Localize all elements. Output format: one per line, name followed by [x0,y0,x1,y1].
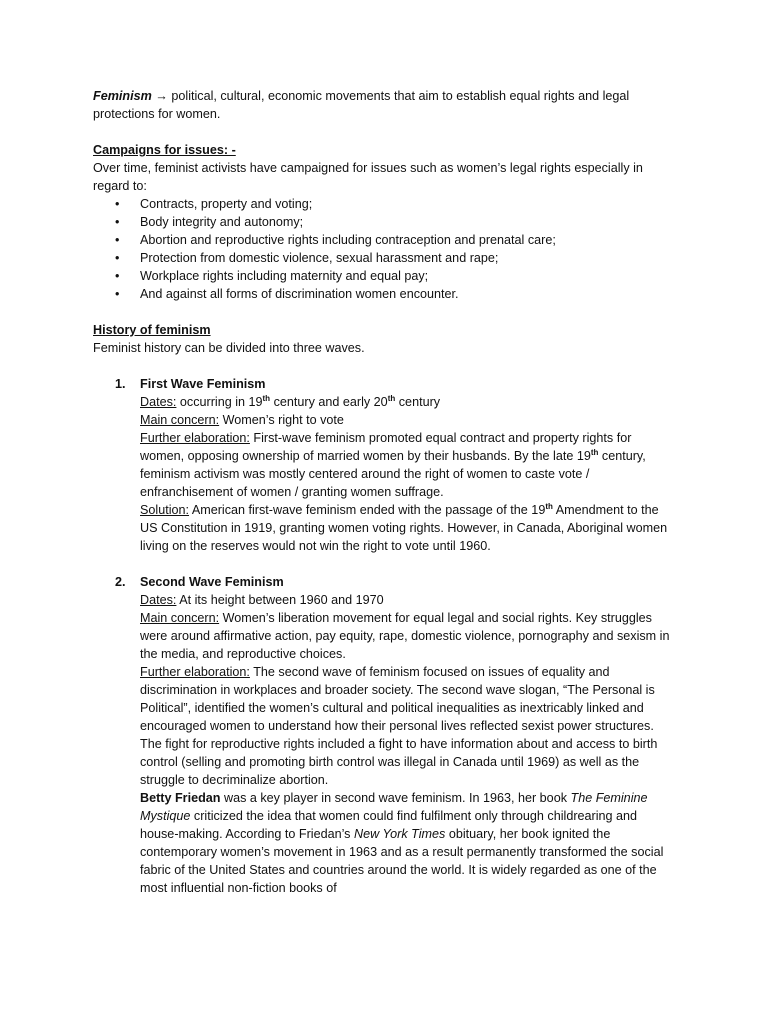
list-item: • Abortion and reproductive rights including contraception and prenatal care; [115,233,556,247]
list-item: • And against all forms of discrimination women encounter. [115,287,459,301]
wave-2-section [93,573,678,897]
feminism-definition [93,87,678,123]
bullet-icon: • [115,287,120,301]
history-intro: Feminist history can be divided into three waves. [93,341,365,355]
list-item: • Workplace rights including maternity and equal pay; [115,269,429,283]
feminism-definition-text: political, cultural, economic movements that aim to establish equal rights and legal protections for women. [93,89,630,121]
wave-1-title: First Wave Feminism [140,377,266,391]
history-heading: History of feminism [93,323,211,337]
wave-2-title: Second Wave Feminism [140,575,284,589]
feminism-term: Feminism [93,89,152,103]
wave-2-concern: Main concern: Women’s liberation movement for equal legal and social rights. Key struggles were around affirmative action, pay equity, rape, domestic violence, pornography and sexism in the media, and reproductive choices. [140,611,670,661]
bullet-icon: • [115,215,120,229]
document-page [93,87,678,897]
wave-2-reproductive-rights: The fight for reproductive rights included a fight to have information about and access to birth control (selling and promoting birth control was illegal in Canada until 1969) as well as the struggle to decriminalize abortion. [140,737,658,787]
campaigns-heading: Campaigns for issues: - [93,143,236,157]
campaigns-intro: Over time, feminist activists have campaigned for issues such as women’s legal rights especially in regard to: [93,161,643,193]
wave-1-number: 1. [115,377,126,391]
wave-2-number: 2. [115,575,126,589]
wave-1-section [93,375,678,555]
wave-2-dates: Dates: At its height between 1960 and 1970 [140,593,384,607]
bullet-icon: • [115,197,120,211]
list-item: • Protection from domestic violence, sexual harassment and rape; [115,251,499,265]
arrow-icon: → [155,89,168,103]
bullet-icon: • [115,269,120,283]
wave-2-friedan: Betty Friedan was a key player in second wave feminism. In 1963, her book The Feminine Mystique criticized the idea that women could find fulfilment only through childrearing and house-making. According to Friedan’s New York Times obituary, her book ignited the contemporary women’s movement in 1963 and as a result permanently transformed the social fabric of the United States and countries around the world. It is widely regarded as one of the most influential non-fiction books of [140,791,664,895]
wave-2-elaboration: Further elaboration: The second wave of feminism focused on issues of equality and discrimination in workplaces and broader society. The second wave slogan, “The Personal is Political”, identified the women’s cultural and political inequalities as inextricably linked and encouraged women to understand how their personal lives reflected sexist power structures. [140,665,655,733]
list-item: • Contracts, property and voting; [115,197,313,211]
campaigns-list [93,195,678,303]
bullet-icon: • [115,251,120,265]
list-item: • Body integrity and autonomy; [115,215,304,229]
wave-1-concern: Main concern: Women’s right to vote [140,413,344,427]
bullet-icon: • [115,233,120,247]
wave-1-elaboration: Further elaboration: First-wave feminism promoted equal contract and property rights for women, opposing ownership of married women by their husbands. By the late 19th century, feminism activism was mostly centered around the right of women to caste vote / enfranchisement of women / granting women suffrage. [140,431,646,499]
wave-1-dates: Dates: occurring in 19th century and early 20th century [140,393,441,409]
wave-1-solution: Solution: American first-wave feminism ended with the passage of the 19th Amendment to the US Constitution in 1919, granting women voting rights. However, in Canada, Aboriginal women living on the reserves would not win the right to vote until 1960. [140,501,668,553]
